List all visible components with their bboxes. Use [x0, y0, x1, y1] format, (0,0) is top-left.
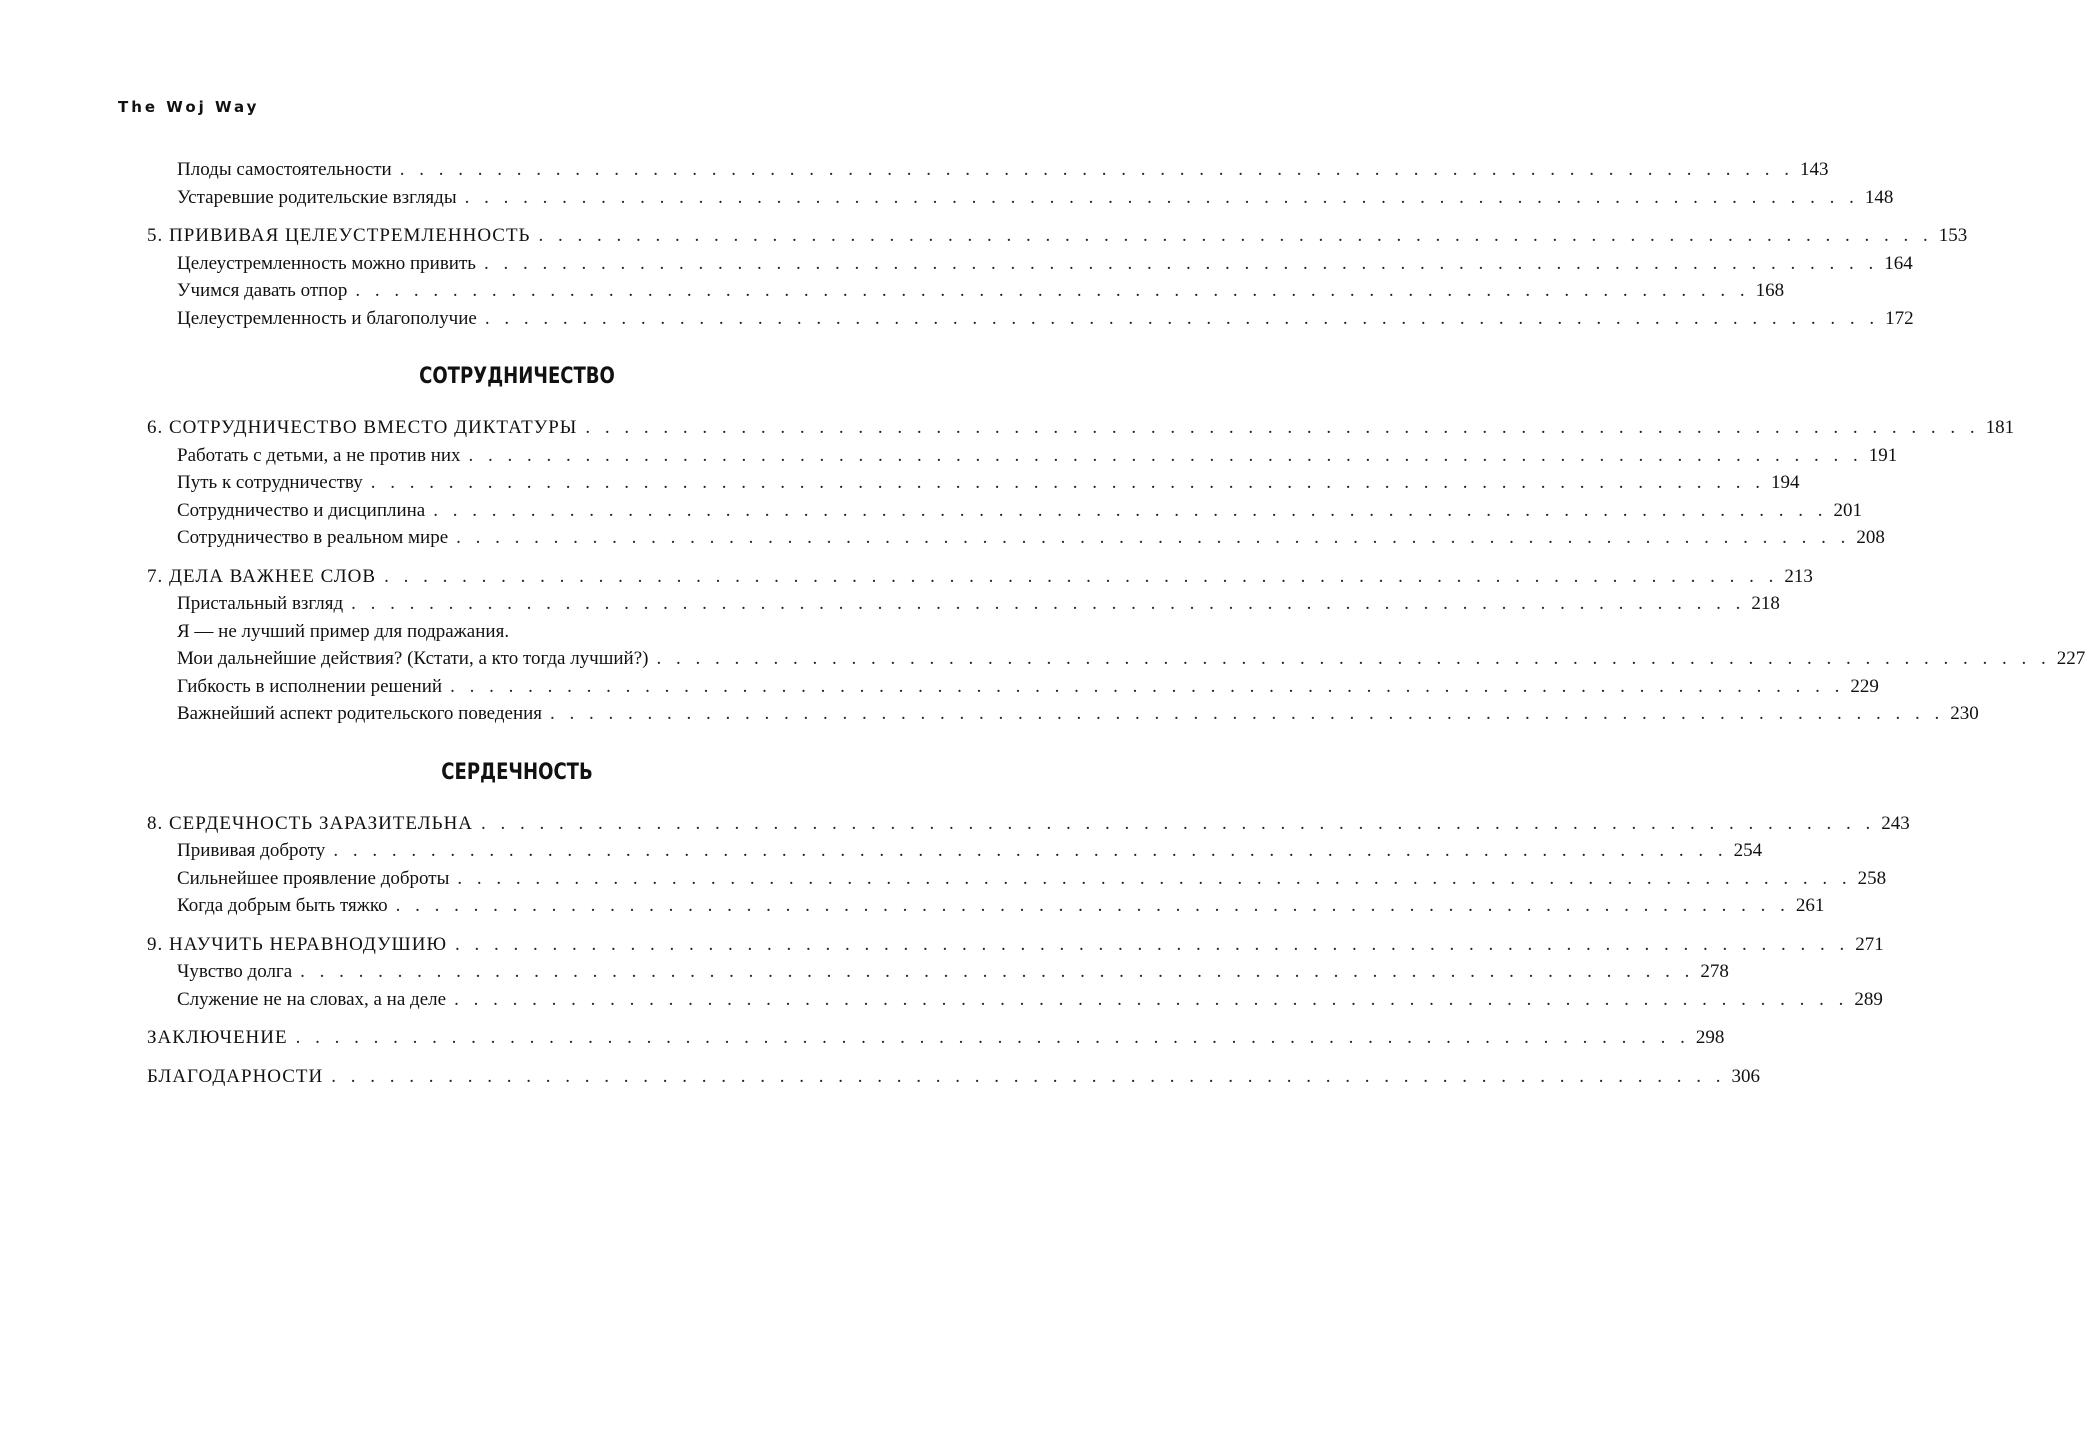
toc-page-number: 227 [2056, 648, 2085, 669]
toc-block-1 [147, 156, 1968, 332]
toc-subentry [147, 590, 1780, 618]
toc-page-number: 191 [1868, 444, 1898, 466]
toc-entry-title: Целеустремленность можно привить [177, 252, 476, 274]
toc-subentry [147, 156, 1829, 184]
dot-leader: . . . . . . . . . . . . . . . . . . . . . . . . . . . . . . . . . . . . . . . . . . . . . . . . . . . . . . . . . . . . . . . . . . . . . . . . [370, 472, 1765, 493]
toc-entry-title: Когда добрым быть тяжко [177, 895, 388, 916]
dot-leader: . . . . . . . . . . . . . . . . . . . . . . . . . . . . . . . . . . . . . . . . . . . . . . . . . . . . . . . . . . . . . . . . . . . . . . . . [351, 593, 1746, 614]
dot-leader: . . . . . . . . . . . . . . . . . . . . . . . . . . . . . . . . . . . . . . . . . . . . . . . . . . . . . . . . . . . . . . . . . . . . . . . . [481, 812, 1876, 834]
toc-page-number: 230 [1950, 703, 1979, 724]
section-heading-cooperation: СОТРУДНИЧЕСТВО [419, 364, 615, 389]
toc-subentry [147, 277, 1785, 305]
toc-subentry [147, 184, 1894, 212]
toc-page-number: 148 [1864, 186, 1894, 208]
dot-leader: . . . . . . . . . . . . . . . . . . . . . . . . . . . . . . . . . . . . . . . . . . . . . . . . . . . . . . . . . . . . . . . . . . . . . . . . [585, 417, 1980, 438]
toc-chapter-entry [147, 1063, 1761, 1091]
toc-page-number: 243 [1881, 812, 1910, 834]
toc-page-number: 172 [1885, 307, 1914, 329]
toc-chapter-entry [147, 1024, 1725, 1052]
dot-leader: . . . . . . . . . . . . . . . . . . . . . . . . . . . . . . . . . . . . . . . . . . . . . . . . . . . . . . . . . . . . . . . . . . . . . . . . [468, 444, 1863, 466]
toc-entry-title: Важнейший аспект родительского поведения [177, 703, 543, 724]
dot-leader: . . . . . . . . . . . . . . . . . . . . . . . . . . . . . . . . . . . . . . . . . . . . . . . . . . . . . . . . . . . . . . . . . . . . . . . . [433, 499, 1828, 521]
toc-page-number: 168 [1755, 280, 1785, 301]
toc-subentry [147, 305, 1914, 333]
dot-leader: . . . . . . . . . . . . . . . . . . . . . . . . . . . . . . . . . . . . . . . . . . . . . . . . . . . . . . . . . . . . . . . . . . . . . . . . [399, 159, 1794, 180]
toc-entry-title: БЛАГОДАРНОСТИ [147, 1065, 324, 1087]
dot-leader: . . . . . . . . . . . . . . . . . . . . . . . . . . . . . . . . . . . . . . . . . . . . . . . . . . . . . . . . . . . . . . . . . . . . . . . . [656, 648, 2051, 669]
toc-subentry [147, 618, 887, 646]
toc-subentry [147, 524, 1885, 552]
toc-entry-title: Чувство долга [177, 961, 293, 982]
dot-leader: . . . . . . . . . . . . . . . . . . . . . . . . . . . . . . . . . . . . . . . . . . . . . . . . . . . . . . . . . . . . . . . . . . . . . . . . [483, 252, 1879, 274]
toc-page-number: 271 [1855, 933, 1884, 955]
toc-page-number: 181 [1985, 417, 2015, 438]
toc-page-number: 208 [1856, 527, 1885, 548]
toc-entry-title: Сильнейшее проявление доброты [177, 867, 450, 889]
toc-subentry [147, 250, 1913, 278]
dot-leader: . . . . . . . . . . . . . . . . . . . . . . . . . . . . . . . . . . . . . . . . . . . . . . . . . . . . . . . . . . . . . . . . . . . . . . . . [484, 307, 1880, 329]
running-head: The Woj Way [118, 98, 260, 116]
toc-entry-title: Гибкость в исполнении решений [177, 675, 443, 697]
dot-leader: . . . . . . . . . . . . . . . . . . . . . . . . . . . . . . . . . . . . . . . . . . . . . . . . . . . . . . . . . . . . . . . . . . . . . . . . [450, 675, 1845, 697]
toc-subentry [147, 958, 1729, 986]
toc-entry-title: 8. СЕРДЕЧНОСТЬ ЗАРАЗИТЕЛЬНА [147, 812, 474, 834]
toc-entry-title: Работать с детьми, а не против них [177, 444, 461, 466]
toc-entry-title: Пристальный взгляд [177, 593, 344, 614]
toc-subentry [147, 673, 1879, 701]
dot-leader: . . . . . . . . . . . . . . . . . . . . . . . . . . . . . . . . . . . . . . . . . . . . . . . . . . . . . . . . . . . . . . . . . . . . . . . . [300, 961, 1695, 982]
toc-entry-title: Сотрудничество в реальном мире [177, 527, 449, 548]
dot-leader: . . . . . . . . . . . . . . . . . . . . . . . . . . . . . . . . . . . . . . . . . . . . . . . . . . . . . . . . . . . . . . . . . . . . . . . . [454, 988, 1849, 1010]
toc-entry-title: 9. НАУЧИТЬ НЕРАВНОДУШИЮ [147, 933, 447, 955]
toc-entry-title: 5. ПРИВИВАЯ ЦЕЛЕУСТРЕМЛЕННОСТЬ [147, 225, 531, 246]
toc-subentry [147, 865, 1887, 893]
dot-leader: . . . . . . . . . . . . . . . . . . . . . . . . . . . . . . . . . . . . . . . . . . . . . . . . . . . . . . . . . . . . . . . . . . . . . . . . [295, 1027, 1690, 1048]
toc-entry-title: Служение не на словах, а на деле [177, 988, 447, 1010]
toc-subentry [147, 892, 1825, 920]
toc-chapter-entry [147, 222, 1968, 250]
toc-subentry [147, 986, 1883, 1014]
toc-page-number: 306 [1731, 1065, 1761, 1087]
toc-subentry [147, 700, 1979, 728]
dot-leader: . . . . . . . . . . . . . . . . . . . . . . . . . . . . . . . . . . . . . . . . . . . . . . . . . . . . . . . . . . . . . . . . . . . . . . . . [395, 895, 1790, 916]
toc-chapter-entry [147, 414, 2015, 442]
toc-page-number: 254 [1733, 840, 1763, 861]
toc-subentry [147, 837, 1763, 865]
toc-entry-title: 7. ДЕЛА ВАЖНЕЕ СЛОВ [147, 565, 377, 587]
table-of-contents [147, 156, 2085, 1090]
toc-subentry [147, 469, 1800, 497]
toc-entry-title: Путь к сотрудничеству [177, 472, 363, 493]
toc-entry-title: Я — не лучший пример для подражания. [177, 620, 510, 642]
toc-block-2 [147, 414, 2085, 728]
toc-page-number: 261 [1795, 895, 1825, 916]
toc-page-number: 229 [1850, 675, 1879, 697]
toc-page-number: 278 [1700, 961, 1729, 982]
dot-leader: . . . . . . . . . . . . . . . . . . . . . . . . . . . . . . . . . . . . . . . . . . . . . . . . . . . . . . . . . . . . . . . . . . . . . . . . [464, 186, 1859, 208]
toc-chapter-entry [147, 931, 1884, 959]
toc-page-number: 143 [1799, 159, 1829, 180]
toc-page-number: 194 [1770, 472, 1800, 493]
toc-chapter-entry [147, 563, 1813, 591]
toc-entry-title: Устаревшие родительские взгляды [177, 186, 457, 208]
toc-page-number: 258 [1857, 867, 1887, 889]
toc-page-number: 153 [1938, 225, 1968, 246]
dot-leader: . . . . . . . . . . . . . . . . . . . . . . . . . . . . . . . . . . . . . . . . . . . . . . . . . . . . . . . . . . . . . . . . . . . . . . . . [538, 225, 1933, 246]
toc-chapter-entry [147, 810, 1910, 838]
toc-subentry [147, 645, 2085, 673]
toc-entry-title: ЗАКЛЮЧЕНИЕ [147, 1027, 288, 1048]
toc-page-number: 298 [1695, 1027, 1725, 1048]
toc-page-number: 218 [1751, 593, 1780, 614]
dot-leader: . . . . . . . . . . . . . . . . . . . . . . . . . . . . . . . . . . . . . . . . . . . . . . . . . . . . . . . . . . . . . . . . . . . . . . . . [550, 703, 1945, 724]
toc-block-3 [147, 810, 1910, 1091]
toc-entry-title: Целеустремленность и благополучие [177, 307, 477, 329]
dot-leader: . . . . . . . . . . . . . . . . . . . . . . . . . . . . . . . . . . . . . . . . . . . . . . . . . . . . . . . . . . . . . . . . . . . . . . . . [454, 933, 1850, 955]
toc-entry-title: 6. СОТРУДНИЧЕСТВО ВМЕСТО ДИКТАТУРЫ [147, 417, 578, 438]
section-heading-warmth: СЕРДЕЧНОСТЬ [441, 759, 593, 785]
toc-subentry [147, 497, 1862, 525]
dot-leader: . . . . . . . . . . . . . . . . . . . . . . . . . . . . . . . . . . . . . . . . . . . . . . . . . . . . . . . . . . . . . . . . . . . . . . . . [456, 527, 1851, 548]
toc-subentry [147, 442, 1898, 470]
toc-entry-title: Учимся давать отпор [177, 280, 348, 301]
dot-leader: . . . . . . . . . . . . . . . . . . . . . . . . . . . . . . . . . . . . . . . . . . . . . . . . . . . . . . . . . . . . . . . . . . . . . . . . [331, 1065, 1726, 1087]
dot-leader: . . . . . . . . . . . . . . . . . . . . . . . . . . . . . . . . . . . . . . . . . . . . . . . . . . . . . . . . . . . . . . . . . . . . . . . . [355, 280, 1750, 301]
toc-entry-title: Сотрудничество и дисциплина [177, 499, 426, 521]
dot-leader: . . . . . . . . . . . . . . . . . . . . . . . . . . . . . . . . . . . . . . . . . . . . . . . . . . . . . . . . . . . . . . . . . . . . . . . . [457, 867, 1852, 889]
dot-leader: . . . . . . . . . . . . . . . . . . . . . . . . . . . . . . . . . . . . . . . . . . . . . . . . . . . . . . . . . . . . . . . . . . . . . . . . [384, 565, 1779, 587]
toc-page-number: 213 [1784, 565, 1813, 587]
toc-page-number: 164 [1884, 252, 1913, 274]
dot-leader: . . . . . . . . . . . . . . . . . . . . . . . . . . . . . . . . . . . . . . . . . . . . . . . . . . . . . . . . . . . . . . . . . . . . . . . . [333, 840, 1728, 861]
toc-page-number: 289 [1854, 988, 1883, 1010]
toc-entry-title: Плоды самостоятельности [177, 159, 392, 180]
toc-page-number: 201 [1833, 499, 1862, 521]
toc-entry-title: Прививая доброту [177, 840, 326, 861]
toc-entry-title: Мои дальнейшие действия? (Кстати, а кто тогда лучший?) [177, 648, 649, 669]
